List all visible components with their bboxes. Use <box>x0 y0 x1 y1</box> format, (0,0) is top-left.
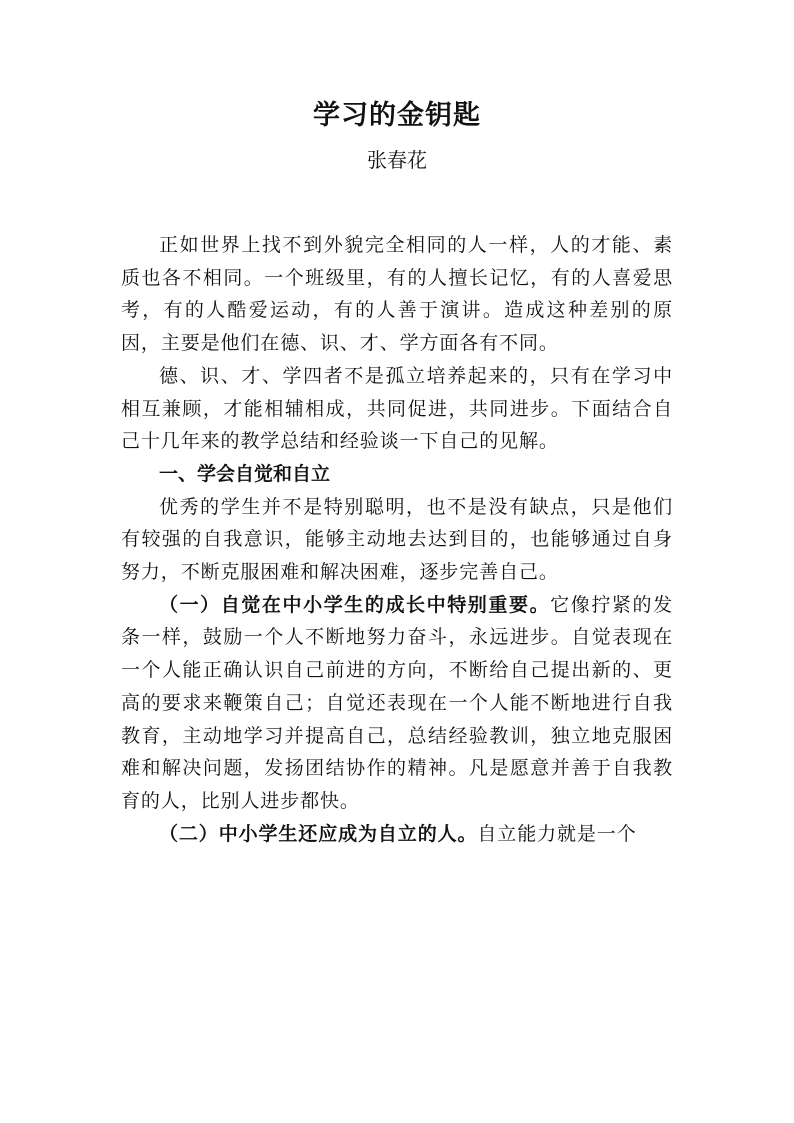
subheading-self-reliance: （二）中小学生还应成为自立的人。 <box>159 822 478 845</box>
section-heading-1: 一、学会自觉和自立 <box>159 462 331 485</box>
paragraph-virtues: 德、识、才、学四者不是孤立培养起来的，只有在学习中相互兼顾，才能相辅相成，共同促进，共同进步。下面结合自己十几年来的教学总结和经验谈一下自己的见解。 <box>121 364 673 453</box>
paragraph-self-awareness-text: 它像拧紧的发条一样，鼓励一个人不断地努力奋斗，永远进步。自觉表现在一个人能正确认识自己前进的方向，不断给自己提出新的、更高的要求来鞭策自己；自觉还表现在一个人能不断地进行自我教育，主动地学习并提高自己，总结经验教训，独立地克服困难和解决问题，发扬团结协作的精神。凡是愿意并善于自我教育的人，比别人进步都快。 <box>121 593 673 812</box>
document-title: 学习的金钥匙 <box>313 100 481 131</box>
paragraph-self-awareness <box>121 589 673 818</box>
paragraph-intro: 正如世界上找不到外貌完全相同的人一样，人的才能、素质也各不相同。一个班级里，有的人擅长记忆，有的人喜爱思考，有的人酷爱运动，有的人善于演讲。造成这种差别的原因，主要是他们在德、识、才、学方面各有不同。 <box>121 234 673 355</box>
paragraph-excellent-students: 优秀的学生并不是特别聪明，也不是没有缺点，只是他们有较强的自我意识，能够主动地去达到目的，也能够通过自身努力，不断克服困难和解决困难，逐步完善自己。 <box>121 495 673 584</box>
document-body <box>121 229 673 850</box>
subheading-self-awareness: （一）自觉在中小学生的成长中特别重要。 <box>159 593 551 616</box>
document-author: 张春花 <box>367 148 427 172</box>
paragraph-self-reliance <box>121 818 673 851</box>
paragraph-self-reliance-text: 自立能力就是一个 <box>477 822 637 845</box>
